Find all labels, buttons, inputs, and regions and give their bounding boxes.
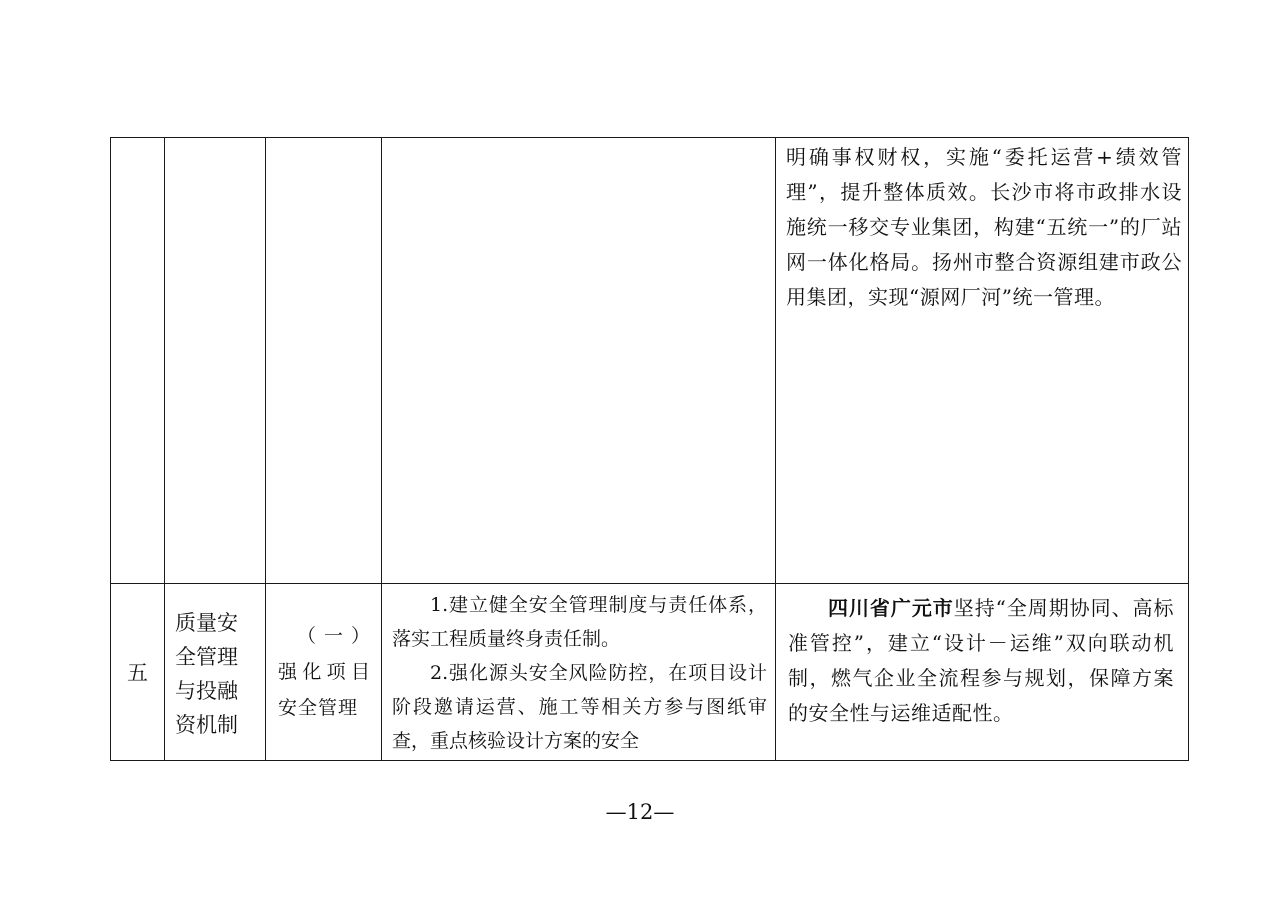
measures-cell bbox=[382, 138, 776, 584]
index-cell bbox=[111, 584, 165, 761]
row-index: 五 bbox=[127, 661, 148, 685]
case-cell bbox=[776, 138, 1189, 584]
area-cell bbox=[165, 584, 266, 761]
measure-item: 1.建立健全安全管理制度与责任体系，落实工程质量终身责任制。 bbox=[392, 594, 767, 650]
table-row bbox=[111, 584, 1189, 761]
case-emphasis: 四川省广元市 bbox=[828, 596, 954, 620]
index-cell bbox=[111, 138, 165, 584]
area-label: 质量安全管理与投融资机制 bbox=[175, 611, 238, 737]
measures-cell bbox=[382, 584, 776, 761]
table-row bbox=[111, 138, 1189, 584]
area-cell bbox=[165, 138, 266, 584]
page-number: —12— bbox=[605, 800, 675, 824]
subtask-label: （一）强化项目安全管理 bbox=[278, 625, 371, 719]
case-text: 坚持“全周期协同、高标准管控”，建立“设计－运维”双向联动机制，燃气企业全流程参与规划，保障方案的安全性与运维适配性。 bbox=[788, 596, 1174, 725]
case-text: 明确事权财权，实施“委托运营+绩效管理”，提升整体质效。长沙市将市政排水设施统一移交专业集团，构建“五统一”的厂站网一体化格局。扬州市整合资源组建市政公用集团，实现“源网厂河”统一管理。 bbox=[786, 145, 1182, 309]
policy-table bbox=[110, 137, 1189, 761]
subtask-cell bbox=[266, 584, 382, 761]
subtask-cell bbox=[266, 138, 382, 584]
case-cell bbox=[776, 584, 1189, 761]
case-paragraph bbox=[776, 584, 1188, 731]
measure-item: 2.强化源头安全风险防控，在项目设计阶段邀请运营、施工等相关方参与图纸审查，重点核验设计方案的安全 bbox=[392, 662, 767, 752]
